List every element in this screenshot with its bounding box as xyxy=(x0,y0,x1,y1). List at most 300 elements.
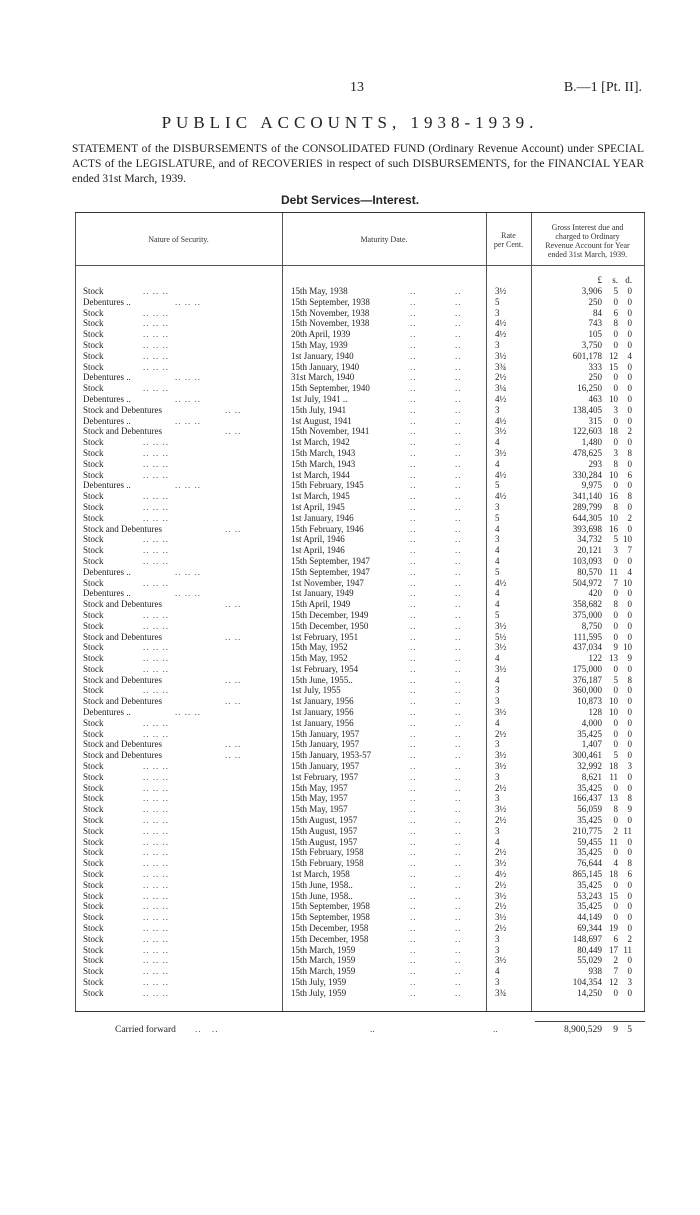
amount-pence: 0 xyxy=(627,771,632,782)
table-body xyxy=(75,286,645,999)
leader-dots: .. xyxy=(410,685,417,696)
amount-pence: 0 xyxy=(627,739,632,750)
leader-dots: .. xyxy=(455,977,462,987)
leader-dots: .. .. .. xyxy=(143,782,169,793)
table-row xyxy=(75,308,645,319)
security-type: Stock xyxy=(83,966,104,977)
leader-dots: .. xyxy=(455,566,462,577)
table-row xyxy=(75,545,645,556)
table-row xyxy=(75,642,645,653)
leader-dots: .. xyxy=(455,944,462,955)
leader-dots: .. xyxy=(410,987,417,998)
table-row xyxy=(75,750,645,761)
amount-shillings: 0 xyxy=(613,815,618,826)
security-type: Stock and Debentures xyxy=(83,426,162,437)
amount-shillings: 10 xyxy=(609,707,618,718)
leader-dots: .. xyxy=(455,782,462,793)
amount-pounds: 55,029 xyxy=(577,955,602,966)
security-type: Stock xyxy=(83,307,104,318)
amount-pence: 0 xyxy=(627,620,632,631)
table-row xyxy=(75,405,645,416)
amount-pounds: 84 xyxy=(593,307,602,318)
leader-dots: .. .. .. xyxy=(143,923,169,934)
amount-pence: 0 xyxy=(627,847,632,858)
leader-dots: .. .. .. xyxy=(143,318,169,329)
amount-pence: 0 xyxy=(627,782,632,793)
leader-dots: .. xyxy=(410,750,417,761)
amount-pence: 0 xyxy=(627,631,632,642)
interest-table xyxy=(75,212,645,1012)
amount-shillings: 0 xyxy=(613,555,618,566)
amount-pounds: 104,354 xyxy=(572,977,602,987)
leader-dots: .. xyxy=(455,383,462,394)
amount-pence: 0 xyxy=(627,307,632,318)
leader-dots: .. .. .. xyxy=(143,771,169,782)
leader-dots: .. .. xyxy=(225,599,242,610)
security-type: Debentures .. xyxy=(83,393,131,404)
col-header-gross-line2: charged to Ordinary xyxy=(555,232,620,241)
leader-dots: .. .. xyxy=(225,631,242,642)
leader-dots: .. xyxy=(455,739,462,750)
leader-dots: .. .. .. xyxy=(143,815,169,826)
table-row xyxy=(75,599,645,610)
security-type: Stock xyxy=(83,339,104,350)
leader-dots: .. xyxy=(455,653,462,664)
leader-dots: .. .. xyxy=(225,523,242,534)
amount-pence: 0 xyxy=(627,923,632,934)
amount-pence: 2 xyxy=(627,426,632,437)
amount-pounds: 16,250 xyxy=(577,383,602,394)
leader-dots: .. .. .. xyxy=(143,793,169,804)
amount-shillings: 13 xyxy=(609,793,618,804)
leader-dots: .. xyxy=(410,620,417,631)
amount-pounds: 35,425 xyxy=(577,815,602,826)
interest-rate: 3½ xyxy=(495,350,507,361)
amount-pence: 8 xyxy=(627,447,632,458)
amount-shillings: 10 xyxy=(609,469,618,480)
leader-dots: .. xyxy=(410,955,417,966)
table-row xyxy=(75,664,645,675)
interest-rate: 3½ xyxy=(495,912,507,923)
table-row xyxy=(75,675,645,686)
interest-rate: 3 xyxy=(495,944,500,955)
amount-shillings: 0 xyxy=(613,339,618,350)
interest-rate: 4 xyxy=(495,588,500,599)
carried-forward-row xyxy=(75,1025,645,1039)
amount-pence: 0 xyxy=(627,728,632,739)
interest-rate: 4 xyxy=(495,437,500,448)
table-row xyxy=(75,783,645,794)
leader-dots: .. xyxy=(455,674,462,685)
leader-dots: .. .. .. xyxy=(143,469,169,480)
table-row xyxy=(75,772,645,783)
table-row xyxy=(75,837,645,848)
leader-dots: .. .. xyxy=(225,674,242,685)
document-reference: B.—1 [Pt. II]. xyxy=(563,80,642,95)
table-row xyxy=(75,696,645,707)
maturity-date: 1st February, 1951 xyxy=(291,631,359,642)
leader-dots: .. .. .. xyxy=(143,383,169,394)
interest-rate: 3 xyxy=(495,534,500,545)
amount-pounds: 393,698 xyxy=(572,523,602,534)
amount-shillings: 12 xyxy=(609,350,618,361)
leader-dots: .. xyxy=(455,663,462,674)
interest-rate: 4½ xyxy=(495,415,507,426)
security-type: Stock and Debentures xyxy=(83,674,162,685)
table-row xyxy=(75,610,645,621)
leader-dots: .. .. .. xyxy=(143,534,169,545)
interest-rate: 4½ xyxy=(495,491,507,502)
leader-dots: .. xyxy=(410,307,417,318)
maturity-date: 15th December, 1949 xyxy=(291,609,369,620)
table-row xyxy=(75,588,645,599)
amount-shillings: 0 xyxy=(613,437,618,448)
amount-pence: 0 xyxy=(627,480,632,491)
amount-shillings: 4 xyxy=(613,858,618,869)
table-row xyxy=(75,578,645,589)
leader-dots: .. .. .. xyxy=(143,620,169,631)
security-type: Stock xyxy=(83,555,104,566)
table-row xyxy=(75,491,645,502)
amount-shillings: 9 xyxy=(613,642,618,653)
amount-pounds: 3,906 xyxy=(581,286,602,296)
amount-pounds: 35,425 xyxy=(577,879,602,890)
amount-shillings: 6 xyxy=(613,933,618,944)
leader-dots: .. xyxy=(455,890,462,901)
leader-dots: .. xyxy=(455,825,462,836)
leader-dots: .. .. .. xyxy=(143,890,169,901)
security-type: Stock xyxy=(83,512,104,523)
leader-dots: .. xyxy=(455,912,462,923)
leader-dots: .. xyxy=(410,555,417,566)
amount-pounds: 10,873 xyxy=(577,696,602,707)
leader-dots: .. xyxy=(455,901,462,912)
leader-dots: .. xyxy=(455,879,462,890)
maturity-date: 1st January, 1956 xyxy=(291,717,354,728)
amount-pence: 0 xyxy=(627,329,632,340)
interest-rate: 2½ xyxy=(495,847,507,858)
maturity-date: 15th February, 1958 xyxy=(291,847,364,858)
col-header-rate-line2: per Cent. xyxy=(493,240,524,249)
security-type: Stock xyxy=(83,361,104,372)
amount-shillings: 3 xyxy=(613,404,618,415)
table-row xyxy=(75,372,645,383)
table-row xyxy=(75,955,645,966)
leader-dots: .. xyxy=(410,674,417,685)
maturity-date: 15th April, 1949 xyxy=(291,599,351,610)
security-type: Stock xyxy=(83,620,104,631)
maturity-date: 15th May, 1957 xyxy=(291,804,348,815)
maturity-date: 15th March, 1943 xyxy=(291,458,356,469)
amount-pounds: 644,305 xyxy=(572,512,602,523)
amount-pence: 0 xyxy=(627,501,632,512)
col-header-gross-line4: ended 31st March, 1939. xyxy=(547,250,628,259)
table-row xyxy=(75,513,645,524)
maturity-date: 15th March, 1959 xyxy=(291,944,356,955)
leader-dots: .. xyxy=(455,501,462,512)
amount-pence: 7 xyxy=(627,545,632,556)
amount-pounds: 865,145 xyxy=(572,869,602,880)
table-row xyxy=(75,988,645,999)
security-type: Stock xyxy=(83,869,104,880)
maturity-date: 15th February, 1946 xyxy=(291,523,364,534)
maturity-date: 1st March, 1942 xyxy=(291,437,350,448)
table-row xyxy=(75,966,645,977)
amount-pounds: 122,603 xyxy=(572,426,602,437)
leader-dots: .. xyxy=(455,350,462,361)
maturity-date: 15th August, 1957 xyxy=(291,836,358,847)
amount-pounds: 330,284 xyxy=(572,469,602,480)
interest-rate: 4½ xyxy=(495,869,507,880)
leader-dots: .. xyxy=(455,987,462,998)
amount-pounds: 35,425 xyxy=(577,901,602,912)
security-type: Stock xyxy=(83,534,104,545)
security-type: Stock xyxy=(83,728,104,739)
interest-rate: 4½ xyxy=(495,577,507,588)
interest-rate: 3½ xyxy=(495,804,507,815)
leader-dots: .. xyxy=(455,717,462,728)
maturity-date: 15th November, 1938 xyxy=(291,318,370,329)
statement-heading: STATEMENT of the DISBURSEMENTS of the CONSOLIDATED FUND (Ordinary Revenue Account) under SPECIAL ACTS of the LEGISLATURE, and of RECOVERIES in respect of such DISBURSEMENTS, for the FINANCIAL YEAR ended 31st March, 1939. xyxy=(72,143,644,185)
interest-rate: 3¼ xyxy=(495,383,507,394)
leader-dots: .. .. .. xyxy=(143,879,169,890)
maturity-date: 1st July, 1941 .. xyxy=(291,393,348,404)
currency-units-row xyxy=(75,275,645,286)
security-type: Debentures .. xyxy=(83,415,131,426)
leader-dots: .. xyxy=(410,739,417,750)
security-type: Stock xyxy=(83,501,104,512)
amount-shillings: 18 xyxy=(609,869,618,880)
maturity-date: 1st August, 1941 xyxy=(291,415,352,426)
amount-pence: 8 xyxy=(627,674,632,685)
security-type: Stock xyxy=(83,329,104,340)
security-type: Stock xyxy=(83,577,104,588)
col-header-rate-line1: Rate xyxy=(501,231,516,240)
maturity-date: 15th February, 1958 xyxy=(291,858,364,869)
amount-pounds: 76,644 xyxy=(577,858,602,869)
maturity-date: 15th May, 1938 xyxy=(291,286,348,296)
rate-dots: .. xyxy=(493,1025,498,1035)
leader-dots: .. .. .. xyxy=(143,491,169,502)
interest-rate: 3½ xyxy=(495,286,507,296)
amount-shillings: 8 xyxy=(613,804,618,815)
leader-dots: .. xyxy=(410,771,417,782)
amount-shillings: 13 xyxy=(609,653,618,664)
unit-pence: d. xyxy=(625,275,632,285)
leader-dots: .. xyxy=(410,825,417,836)
interest-rate: 3 xyxy=(495,685,500,696)
interest-rate: 3 xyxy=(495,696,500,707)
amount-pounds: 358,682 xyxy=(572,599,602,610)
amount-pence: 0 xyxy=(627,890,632,901)
leader-dots: .. xyxy=(410,426,417,437)
leader-dots: .. .. .. xyxy=(143,447,169,458)
amount-pounds: 341,140 xyxy=(572,491,602,502)
maturity-date: 15th December, 1958 xyxy=(291,923,369,934)
interest-rate: 2½ xyxy=(495,923,507,934)
maturity-date: 20th April, 1939 xyxy=(291,329,351,340)
security-type: Stock xyxy=(83,847,104,858)
interest-rate: 4 xyxy=(495,674,500,685)
maturity-date: 15th July, 1959 xyxy=(291,977,347,987)
interest-rate: 3½ xyxy=(495,642,507,653)
amount-pence: 8 xyxy=(627,793,632,804)
amount-pounds: 420 xyxy=(588,588,602,599)
leader-dots: .. xyxy=(410,793,417,804)
maturity-date: 15th June, 1958.. xyxy=(291,879,353,890)
leader-dots: .. xyxy=(410,491,417,502)
leader-dots: .. xyxy=(455,555,462,566)
table-row xyxy=(75,934,645,945)
security-type: Stock xyxy=(83,437,104,448)
maturity-date: 1st November, 1947 xyxy=(291,577,364,588)
maturity-date: 15th July, 1941 xyxy=(291,404,347,415)
leader-dots: .. xyxy=(410,577,417,588)
maturity-date: 15th June, 1955.. xyxy=(291,674,353,685)
security-type: Stock xyxy=(83,955,104,966)
table-row xyxy=(75,632,645,643)
amount-pence: 0 xyxy=(627,696,632,707)
leader-dots: .. xyxy=(455,329,462,340)
leader-dots: .. xyxy=(455,599,462,610)
amount-pence: 11 xyxy=(623,825,632,836)
leader-dots: .. .. .. xyxy=(143,329,169,340)
security-type: Stock and Debentures xyxy=(83,750,162,761)
leader-dots: .. xyxy=(410,815,417,826)
leader-dots: .. xyxy=(455,415,462,426)
table-row xyxy=(75,340,645,351)
leader-dots: .. .. .. xyxy=(143,663,169,674)
interest-rate: 4½ xyxy=(495,329,507,340)
table-row xyxy=(75,891,645,902)
amount-pounds: 34,732 xyxy=(577,534,602,545)
table-row xyxy=(75,793,645,804)
amount-shillings: 8 xyxy=(613,599,618,610)
amount-pounds: 315 xyxy=(588,415,602,426)
leader-dots: .. xyxy=(455,512,462,523)
col-header-gross-line3: Revenue Account for Year xyxy=(545,241,630,250)
leader-dots: .. .. xyxy=(225,750,242,761)
table-row xyxy=(75,556,645,567)
leader-dots: .. .. .. xyxy=(143,977,169,987)
amount-pence: 0 xyxy=(627,901,632,912)
security-type: Stock xyxy=(83,469,104,480)
amount-shillings: 5 xyxy=(613,750,618,761)
leader-dots: .. xyxy=(410,609,417,620)
leader-dots: .. xyxy=(410,415,417,426)
table-row xyxy=(75,718,645,729)
security-type: Debentures .. xyxy=(83,707,131,718)
amount-pounds: 437,034 xyxy=(572,642,602,653)
amount-pence: 2 xyxy=(627,933,632,944)
security-type: Stock xyxy=(83,836,104,847)
amount-shillings: 8 xyxy=(613,458,618,469)
maturity-date: 15th September, 1940 xyxy=(291,383,370,394)
leader-dots: .. .. .. xyxy=(143,858,169,869)
security-type: Stock xyxy=(83,793,104,804)
leader-dots: .. .. .. xyxy=(143,685,169,696)
amount-shillings: 0 xyxy=(613,739,618,750)
amount-pounds: 250 xyxy=(588,296,602,307)
security-type: Debentures .. xyxy=(83,296,131,307)
amount-pounds: 210,775 xyxy=(572,825,602,836)
security-type: Debentures .. xyxy=(83,566,131,577)
leader-dots: .. xyxy=(410,534,417,545)
leader-dots: .. .. .. xyxy=(143,847,169,858)
interest-rate: 5 xyxy=(495,609,500,620)
security-type: Stock and Debentures xyxy=(83,739,162,750)
leader-dots: .. .. .. xyxy=(175,707,201,718)
interest-rate: 2½ xyxy=(495,372,507,383)
amount-pence: 0 xyxy=(627,836,632,847)
maturity-dots: .. xyxy=(370,1025,375,1035)
amount-shillings: 7 xyxy=(613,966,618,977)
leader-dots: .. xyxy=(455,458,462,469)
interest-rate: 2½ xyxy=(495,815,507,826)
security-type: Debentures .. xyxy=(83,372,131,383)
maturity-date: 1st March, 1958 xyxy=(291,869,350,880)
security-type: Stock xyxy=(83,663,104,674)
interest-rate: 2½ xyxy=(495,782,507,793)
table-row xyxy=(75,761,645,772)
maturity-date: 15th September, 1947 xyxy=(291,566,370,577)
interest-rate: 2½ xyxy=(495,879,507,890)
amount-pounds: 35,425 xyxy=(577,782,602,793)
maturity-date: 15th September, 1958 xyxy=(291,912,370,923)
interest-rate: 3½ xyxy=(495,663,507,674)
leader-dots: .. xyxy=(455,869,462,880)
security-type: Stock xyxy=(83,286,104,296)
maturity-date: 15th January, 1940 xyxy=(291,361,360,372)
amount-shillings: 0 xyxy=(613,383,618,394)
table-row xyxy=(75,847,645,858)
leader-dots: .. .. .. xyxy=(143,339,169,350)
leader-dots: .. .. .. xyxy=(143,901,169,912)
amount-pence: 0 xyxy=(627,458,632,469)
security-type: Debentures .. xyxy=(83,588,131,599)
amount-pounds: 300,461 xyxy=(572,750,602,761)
maturity-date: 1st January, 1940 xyxy=(291,350,354,361)
leader-dots: .. xyxy=(455,847,462,858)
amount-pence: 3 xyxy=(627,761,632,772)
amount-shillings: 0 xyxy=(613,847,618,858)
amount-shillings: 11 xyxy=(609,566,618,577)
leader-dots: .. .. .. xyxy=(143,286,169,296)
leader-dots: .. .. .. xyxy=(143,836,169,847)
table-row xyxy=(75,383,645,394)
amount-pounds: 1,407 xyxy=(581,739,602,750)
leader-dots: .. xyxy=(455,361,462,372)
amount-pence: 0 xyxy=(627,685,632,696)
maturity-date: 1st January, 1949 xyxy=(291,588,354,599)
leader-dots: .. xyxy=(455,286,462,296)
security-type: Stock xyxy=(83,890,104,901)
amount-pence: 4 xyxy=(627,566,632,577)
amount-pounds: 14,250 xyxy=(577,987,602,998)
leader-dots: .. xyxy=(410,707,417,718)
security-type: Stock xyxy=(83,804,104,815)
total-shillings: 9 xyxy=(613,1025,618,1035)
interest-rate: 4 xyxy=(495,717,500,728)
leader-dots: .. xyxy=(455,372,462,383)
amount-shillings: 0 xyxy=(613,685,618,696)
amount-shillings: 11 xyxy=(609,771,618,782)
leader-dots: .. xyxy=(410,728,417,739)
interest-rate: 5 xyxy=(495,480,500,491)
leader-dots: .. .. .. xyxy=(143,642,169,653)
security-type: Stock xyxy=(83,491,104,502)
leader-dots: .. xyxy=(410,923,417,934)
